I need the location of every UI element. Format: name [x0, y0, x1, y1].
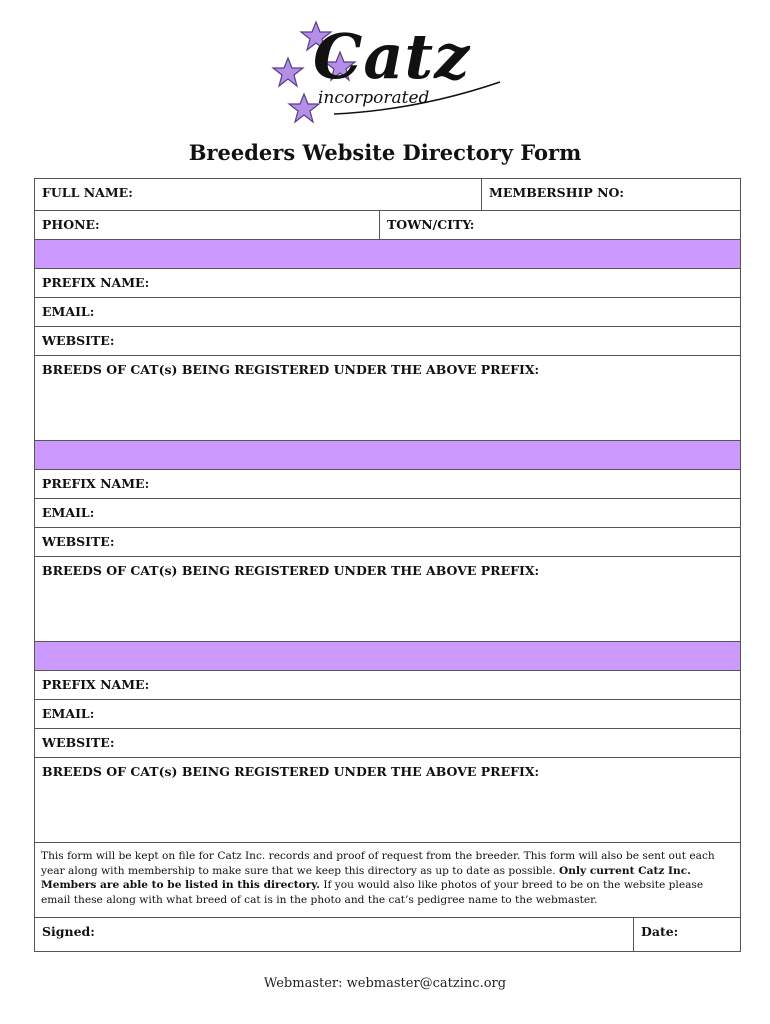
notice-box: [34, 843, 741, 918]
breeds-field-1[interactable]: [34, 356, 741, 441]
town-city-field[interactable]: [379, 211, 740, 239]
website-field-3[interactable]: [34, 729, 741, 758]
logo-subtitle: incorporated: [318, 88, 430, 108]
section-band-2: [34, 441, 741, 470]
full-name-field[interactable]: [35, 179, 481, 210]
prefix-name-label: PREFIX NAME:: [42, 677, 150, 692]
logo-wordmark: Catz: [313, 20, 471, 93]
prefix-name-field-2[interactable]: [34, 470, 741, 499]
membership-no-field[interactable]: [481, 179, 740, 210]
website-label: WEBSITE:: [42, 333, 115, 348]
section-band-1: [34, 240, 741, 269]
breeds-label: BREEDS OF CAT(s) BEING REGISTERED UNDER THE ABOVE PREFIX:: [42, 362, 540, 377]
catz-logo: [268, 18, 508, 130]
phone-row: [34, 211, 741, 240]
breeds-label: BREEDS OF CAT(s) BEING REGISTERED UNDER THE ABOVE PREFIX:: [42, 764, 540, 779]
website-label: WEBSITE:: [42, 534, 115, 549]
email-label: EMAIL:: [42, 505, 95, 520]
signed-field[interactable]: [35, 918, 633, 951]
phone-field[interactable]: [35, 211, 379, 239]
name-row: [34, 178, 741, 211]
date-label: Date:: [641, 924, 679, 939]
email-field-1[interactable]: [34, 298, 741, 327]
email-field-3[interactable]: [34, 700, 741, 729]
signature-row: [34, 918, 741, 952]
membership-no-label: MEMBERSHIP NO:: [489, 185, 625, 200]
breeds-label: BREEDS OF CAT(s) BEING REGISTERED UNDER THE ABOVE PREFIX:: [42, 563, 540, 578]
directory-form: [34, 178, 741, 952]
prefix-name-field-1[interactable]: [34, 269, 741, 298]
full-name-label: FULL NAME:: [42, 185, 133, 200]
signed-label: Signed:: [42, 924, 95, 939]
notice-text: This form will be kept on file for Catz Inc. records and proof of request from the breeder. This form will also be sent out each year along with membership to make sure that we keep this directory as up to date as possible. Only current Catz Inc. Members are able to be listed in this directory. If you would also like photos of your breed to be on the website please email these along with what breed of cat is in the photo and the cat’s pedigree name to the webmaster.: [41, 850, 715, 906]
breeds-field-3[interactable]: [34, 758, 741, 843]
email-field-2[interactable]: [34, 499, 741, 528]
website-field-2[interactable]: [34, 528, 741, 557]
form-title: Breeders Website Directory Form: [188, 140, 582, 165]
breeds-field-2[interactable]: [34, 557, 741, 642]
prefix-name-label: PREFIX NAME:: [42, 476, 150, 491]
email-label: EMAIL:: [42, 706, 95, 721]
phone-label: PHONE:: [42, 217, 100, 232]
prefix-name-label: PREFIX NAME:: [42, 275, 150, 290]
website-field-1[interactable]: [34, 327, 741, 356]
email-label: EMAIL:: [42, 304, 95, 319]
section-band-3: [34, 642, 741, 671]
town-city-label: TOWN/CITY:: [387, 217, 475, 232]
webmaster-footer: Webmaster: webmaster@catzinc.org: [263, 976, 507, 991]
prefix-name-field-3[interactable]: [34, 671, 741, 700]
date-field[interactable]: [633, 918, 740, 951]
website-label: WEBSITE:: [42, 735, 115, 750]
